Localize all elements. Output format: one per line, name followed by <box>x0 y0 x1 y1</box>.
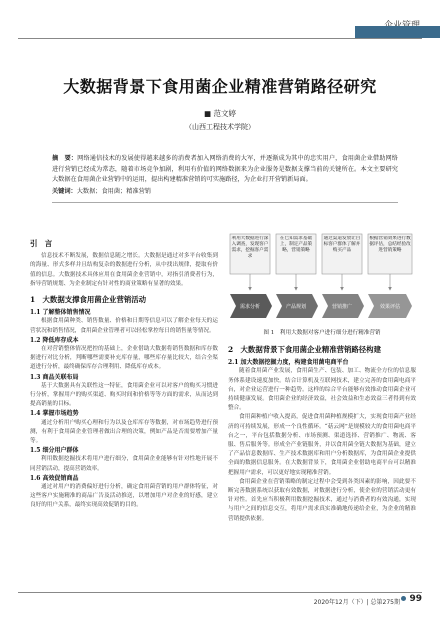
figure-step-1 <box>230 294 272 318</box>
section-1-6-text: 通过对用户的消费偏好进行分析，确定食用菌营销的用户群体特征，对这些客户实施精准的商品广告及活动推送，以增加用户对企业的好感，建立良好的用户关系，最终实现高效促销的目的。 <box>30 484 218 509</box>
section-1-2-heading: 1.2 降低库存成本 <box>30 336 79 344</box>
page-dot-icon <box>401 596 406 601</box>
figure-box-4-text: 根据营销效果进行数据评估，总结经验改进营销策略 <box>369 236 411 253</box>
figure-step-2-label: 产品规划 <box>285 304 307 310</box>
section-1-4-text: 通过分析用户购买心理和行为以及仓库库存等数据，对市场趋势进行预测，有利于食用菌企业管理者做出合理的决策，例如产品是否需要增加产量等。 <box>30 419 218 445</box>
section-2-1-text-2: 食用菌种植户收入提高，促进食用菌种植规模扩大，实现食用菌产业经济的可持续发展，形成一个良性循环。“菇云网”是规模较大的食用菌电商平台之一，平台包括数据分析、市场预测、渠道选择、营销推广、物流、客服、售后服务等。形成全产业链服务，并以食用菌全链大数据为基础，建立了产品信息数据库、生产技术数据库和用户分析数据库，为食用菌企业提供全面的数据信息服务。在大数据背景下，食用菌企业借助电商平台可以精准把握用户需求，可以更好地实现精准营销。 <box>228 414 416 476</box>
section-2-1-heading: 2.1 加大数据挖掘力度，构建食用菌电商平台 <box>228 359 349 367</box>
figure-1-diagram <box>228 232 416 324</box>
article-title: 大数据背景下食用菌企业精准营销路径研究 <box>63 77 377 96</box>
keywords <box>52 186 398 195</box>
figure-step-4-label: 效果评估 <box>379 304 401 310</box>
figure-step-3 <box>322 294 364 318</box>
figure-step-4 <box>368 294 412 318</box>
figure-box-3-text: 通过渠道发放让目标客户群体了解并购买产品 <box>323 236 361 253</box>
figure-1-caption: 图 1 利用大数据对客户进行细分进行精准营销 <box>263 330 381 336</box>
keywords-label: 关键词： <box>52 188 77 195</box>
section-1-heading: 1 大数据支撑食用菌企业营销活动 <box>30 295 147 305</box>
figure-step-2 <box>276 294 318 318</box>
abstract-label: 摘 要： <box>52 155 78 162</box>
abstract-divider <box>52 202 398 203</box>
article-affiliation: （山西工程技术学院） <box>185 123 255 131</box>
section-1-4-heading: 1.4 掌握市场趋势 <box>30 410 79 418</box>
abstract-text: 网络通信技术的发展使得越来越多的消费者加入网络消费的大军，并逐渐成为其中的忠实用户，食用菌企业借助网络进行营销已经成为常态，随着市场竞争加剧，利用有价值的网络数据来为企业服务是数据支撑当前的关键所在。本文主要研究大数据在食用菌企业营销中的运用，提出构建精准营销的可实施路径，为企业打开营销新局面。 <box>52 155 398 183</box>
figure-1 <box>228 232 416 324</box>
section-1-3-text: 基于大数据具有关联性这一特征，食用菌企业可以对客户的购买习惯进行分析，掌握用户的购买渠道、购买时间和价格等等方面的需求，从而达到提高销量的目标。 <box>30 382 218 408</box>
page-header <box>0 0 440 38</box>
section-1-2-text: 在对营销整体情况把控的基础上，企业借助大数据将销售数据和库存数据进行对比分析，判断哪些需要补充库存量，哪些库存量比较大，结合全渠道进行分析，最终确保库存合理利用、降低库存成本。 <box>30 346 218 371</box>
section-tab-accent <box>355 26 440 38</box>
figure-box-1 <box>230 234 270 274</box>
figure-step-3-label: 营销推广 <box>331 304 353 310</box>
article-author: ■ 范文婷 <box>204 109 236 118</box>
figure-box-4 <box>368 234 412 274</box>
figure-box-3 <box>322 234 362 274</box>
section-2-1-text-1: 随着食用菌产业发展，食用菌生产、包装、加工、物流全方位的信息服务体系建设速度加快。结合计算机及互联网技术，建立完善的食用菌电商平台，对企业运营进行一种趋势。这样的综合平台能够有效推动食用菌企业可持续健康发展。食用菌企业的经济效益，社会效益和生态效益三者得到有效整合。 <box>228 368 416 412</box>
header-rule <box>18 38 422 39</box>
section-1-1-text: 根据食用菌种类、销售数量、价格和日期等信息可以了解企业每天的运营状况和销售情况，食用菌企业管理者可以轻松掌控每日的销售量等情况。 <box>30 318 218 334</box>
page-number-value: 99 <box>409 594 422 604</box>
keywords-text: 大数据；食用菌；精准营销 <box>76 188 151 195</box>
footer-journal-info: 2020年12月（下）| 总第275期 <box>313 599 400 606</box>
section-2-1-text-3: 食用菌企业在营销策略的制定过程中会受到各类因素的影响，因此要不断完善数据系统以获取有效数据，对数据进行分析，使企业的营销活动更有针对性。首先应当积极利用数据挖掘技术，通过与消费者的有效沟通，实现与用户之间的信息交互，将用户需求真实准确地传递给企业，为企业的精准营销提供依据。 <box>228 478 416 522</box>
section-1-1-heading: 1.1 了解整体销售情况 <box>30 309 91 317</box>
figure-box-2 <box>276 234 316 274</box>
figure-box-2-text: 在已知需求基础上，制定产品策略，营销策略 <box>279 236 313 253</box>
footer-rule <box>18 592 422 593</box>
figure-step-1-label: 需求分析 <box>239 304 261 310</box>
intro-paragraph: 信息技术不断发展，数据信息随之增长。大数据是通过对多平台收集到的海量、形式多样并且结构复杂的数据进行分析，从中找出规律，提取有价值的信息。大数据技术具体应用在食用菌企业营销中，对指引消费者行为，指导营销规划、为企业制定有针对性的商业策略有显著的效果。 <box>30 253 218 287</box>
right-column <box>228 342 416 524</box>
abstract <box>52 154 398 186</box>
page-number <box>401 594 422 604</box>
left-column <box>30 236 218 511</box>
section-1-3-heading: 1.3 商品关联布局 <box>30 373 79 381</box>
section-1-6-heading: 1.6 高效促销商品 <box>30 474 79 482</box>
figure-box-1-text: 利用大数据进行深入调查，发现客户需求，挖掘客户需求 <box>231 236 269 259</box>
section-1-5-heading: 1.5 细分用户群体 <box>30 447 79 455</box>
section-2-heading: 2 大数据背景下食用菌企业精准营销路径构建 <box>228 345 381 354</box>
intro-heading: 引 言 <box>30 239 53 248</box>
section-1-5-text: 利用数据挖掘技术将用户进行细分，食用菌企业能够有针对性地开展不同营销活动，提高营销效率。 <box>30 456 218 472</box>
